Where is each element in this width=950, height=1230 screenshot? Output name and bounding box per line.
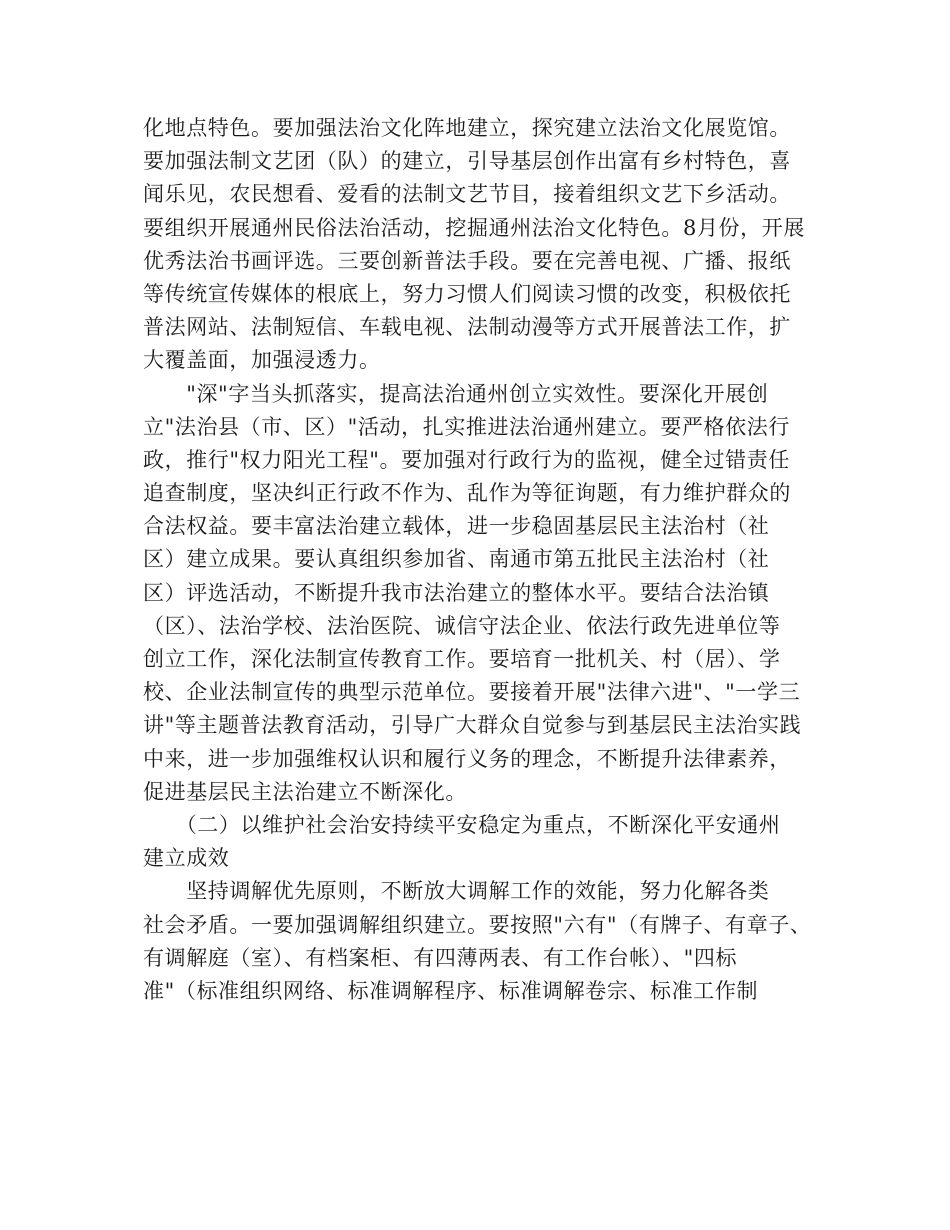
text-line: 有调解庭（室）、有档案柜、有四薄两表、有工作台帐）、"四标 [143,945,738,970]
text-line: （区）、法治学校、法治医院、诚信守法企业、依法行政先进单位等 [143,613,781,638]
text-line: 等传统宣传媒体的根底上，努力习惯人们阅读习惯的改变，积极依托 [143,281,791,306]
text-line: "深"字当头抓落实，提高法治通州创立实效性。要深化开展创 [143,381,769,406]
text-line: 促进基层民主法治建立不断深化。 [143,779,467,804]
text-line: 合法权益。要丰富法治建立载体，进一步稳固基层民主法治村（社 [143,514,770,539]
text-line: 讲"等主题普法教育活动，引导广大群众自觉参与到基层民主法治实践 [143,713,802,738]
section-heading-line: 建立成效 [143,846,230,871]
document-body [143,112,823,1008]
text-line: 要组织开展通州民俗法治活动，挖掘通州法治文化特色。8月份，开展 [143,215,805,240]
text-line: 坚持调解优先原则，不断放大调解工作的效能，努力化解各类 [143,879,770,904]
text-line: 区）建立成果。要认真组织参加省、南通市第五批民主法治村（社 [143,547,770,572]
text-line: 校、企业法制宣传的典型示范单位。要接着开展"法律六进"、"一学三 [143,680,801,705]
text-line: 政，推行"权力阳光工程"。要加强对行政行为的监视，健全过错责任 [143,447,790,472]
text-line: 追查制度，坚决纠正行政不作为、乱作为等征询题，有力维护群众的 [143,481,791,506]
text-line: 立"法治县（市、区）"活动，扎实推进法治通州建立。要严格依法行 [143,414,790,439]
text-line: 普法网站、法制短信、车载电视、法制动漫等方式开展普法工作，扩 [143,315,791,340]
text-line: 中来，进一步加强维权认识和履行义务的理念，不断提升法律素养， [143,746,791,771]
text-line: 创立工作，深化法制宣传教育工作。要培育一批机关、村（居）、学 [143,647,781,671]
text-line: 社会矛盾。一要加强调解组织建立。要按照"六有"（有牌子、有章子、 [143,912,812,937]
text-line: 区）评选活动，不断提升我市法治建立的整体水平。要结合法治镇 [143,580,770,605]
section-heading-line: （二）以维护社会治安持续平安稳定为重点，不断深化平安通州 [143,812,781,837]
text-line: 优秀法治书画评选。三要创新普法手段。要在完善电视、广播、报纸 [143,248,791,273]
text-line: 化地点特色。要加强法治文化阵地建立，探究建立法治文化展览馆。 [143,116,791,140]
text-line: 要加强法制文艺团（队）的建立，引导基层创作出富有乡村特色，喜 [143,149,791,174]
text-line: 准"（标准组织网络、标准调解程序、标准调解卷宗、标准工作制 [143,978,759,1003]
text-line: 大覆盖面，加强浸透力。 [143,348,381,373]
text-line: 闻乐见，农民想看、爱看的法制文艺节目，接着组织文艺下乡活动。 [143,182,791,207]
